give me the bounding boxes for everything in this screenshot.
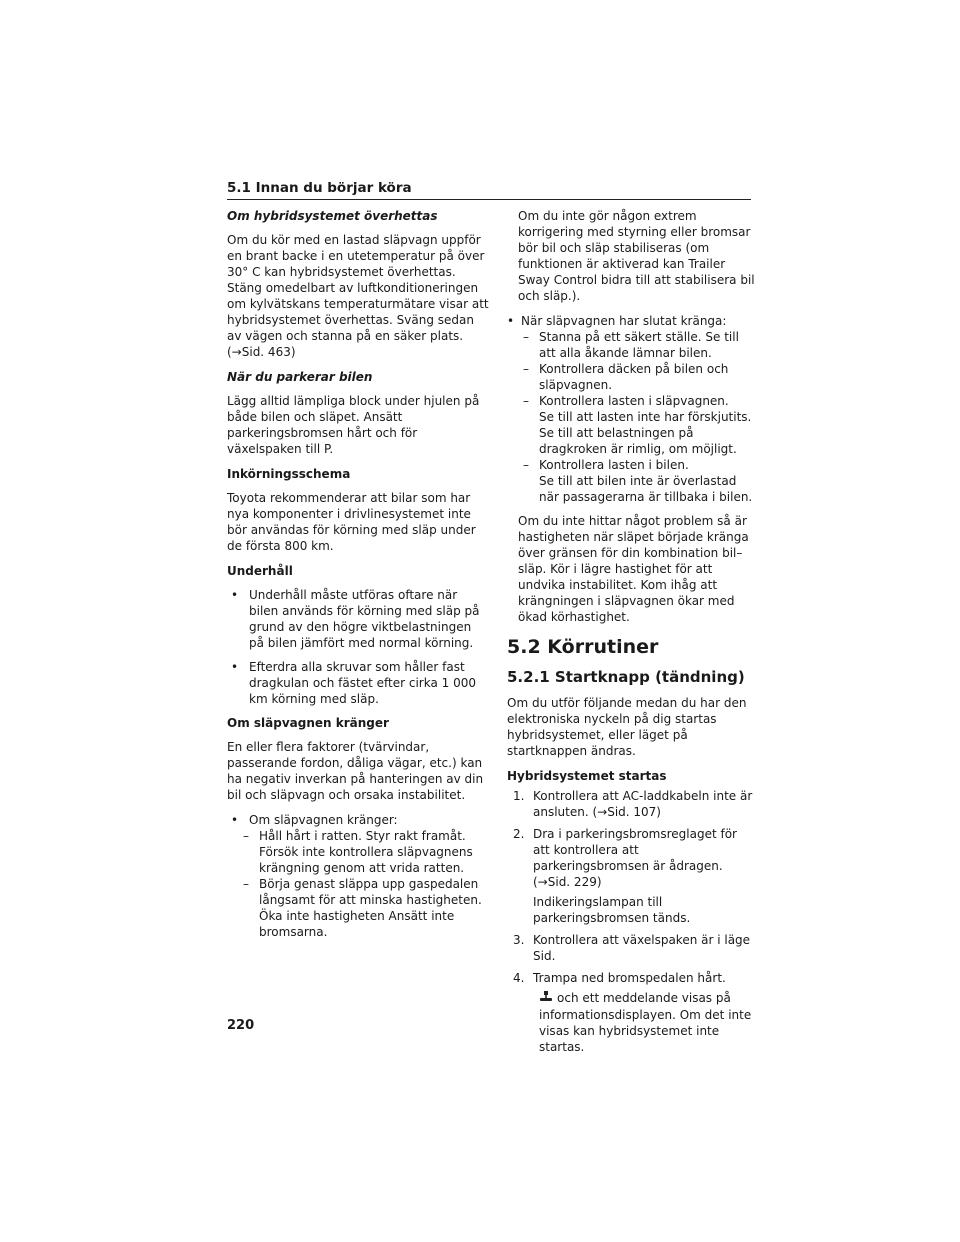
step-number: 3. (513, 933, 525, 947)
page-reference-463[interactable]: (→Sid. 463) (227, 345, 296, 359)
dash-item-text: Stanna på ett säkert ställe. Se till att alla åkande lämnar bilen. (539, 330, 739, 360)
page-number: 220 (227, 1018, 255, 1033)
dash-item (243, 828, 489, 876)
dash-icon: – (523, 394, 529, 408)
heading-start: Hybridsystemet startas (507, 769, 667, 783)
step-number: 1. (513, 789, 525, 803)
step-item (513, 932, 757, 964)
list-item-text: Efterdra alla skruvar som håller fast dragkulan och fästet efter cirka 1 000 km körning med släp. (249, 660, 476, 706)
step-subtext-text: och ett meddelande visas på informationsdisplayen. Om det inte visas kan hybridsystemet inte startas. (539, 991, 752, 1054)
list-item (227, 812, 489, 828)
dash-icon: – (523, 362, 529, 376)
heading-overheat: Om hybridsystemet överhettas (227, 209, 438, 223)
step-text: Trampa ned bromspedalen hårt. (533, 971, 726, 985)
brake-pedal-indicator-icon (539, 991, 553, 1007)
dash-item-text: Kontrollera lasten i bilen. (539, 458, 689, 472)
paragraph-breakin: Toyota rekommenderar att bilar som har nya komponenter i drivlinesystemet inte bör användas för körning med släp under de första 800 km. (227, 491, 476, 553)
dash-item (523, 329, 757, 361)
right-column (507, 208, 757, 1061)
dash-item-text: Börja genast släppa upp gaspedalen långsamt för att minska hastigheten. Öka inte hastigheten Ansätt inte bromsarna. (259, 877, 482, 939)
paragraph-no-problem: Om du inte hittar något problem så är hastigheten när släpet började kränga över gränsen för din kombination bil–släp. Kör i lägre hastighet för att undvika instabilitet. Kom ihåg att krängningen i släpvagnen ökar med ökad körhastighet. (518, 514, 749, 624)
heading-sway: Om släpvagnen kränger (227, 716, 389, 730)
heading-breakin: Inkörningsschema (227, 467, 351, 481)
paragraph-intro: Om du utför följande medan du har den elektroniska nyckeln på dig startas hybridsystemet, eller läget på startknappen ändras. (507, 696, 747, 758)
list-item (227, 659, 489, 707)
dash-item-detail: Se till att bilen inte är överlastad när passagerarna är tillbaka i bilen. (539, 474, 753, 504)
dash-item-detail: Se till att lasten inte har förskjutits. Se till att belastningen på dragkroken är rimlig, om möjligt. (539, 410, 752, 456)
paragraph-sway: En eller flera faktorer (tvärvindar, passerande fordon, dåliga vägar, etc.) kan ha negativ inverkan på hanteringen av din bil och släpvagn och orsaka instabilitet. (227, 740, 484, 802)
list-item (507, 313, 757, 329)
step-text: Kontrollera att växelspaken är i läge Sid. (533, 933, 751, 963)
heading-parking: När du parkerar bilen (227, 370, 373, 384)
dash-item-text: Kontrollera lasten i släpvagnen. (539, 394, 729, 408)
step-item (513, 826, 757, 926)
step-subtext (533, 990, 757, 1055)
dash-item-text: Kontrollera däcken på bilen och släpvagnen. (539, 362, 729, 392)
step-subtext: Indikeringslampan till parkeringsbromsen tänds. (533, 895, 691, 925)
dash-item (523, 393, 757, 457)
dash-icon: – (523, 330, 529, 344)
step-item (513, 970, 757, 1055)
paragraph-overheat (227, 232, 489, 344)
dash-icon: – (523, 458, 529, 472)
list-item-text: Om släpvagnen kränger: (249, 813, 398, 827)
paragraph-continuation: Om du inte gör någon extrem korrigering med styrning eller bromsar bör bil och släp stabiliseras (om funktionen är aktiverad kan Trailer Sway Control bidra till att stabilisera bil och släp.). (518, 209, 755, 303)
dash-icon: – (243, 829, 249, 843)
section-header: 5.1 Innan du börjar köra (227, 180, 751, 200)
steps-list (507, 788, 757, 1055)
list-item-text: Underhåll måste utföras oftare när bilen används för körning med släp på grund av den högre viktbelastningen på bilen jämfört med normal körning. (249, 588, 480, 650)
dash-item (523, 457, 757, 505)
bullet-icon: • (231, 813, 239, 827)
dash-item (243, 876, 489, 940)
paragraph-parking: Lägg alltid lämpliga block under hjulen på både bilen och släpet. Ansätt parkeringsbromsen hårt och för växelspaken till P. (227, 394, 480, 456)
step-number: 2. (513, 827, 525, 841)
step-item (513, 788, 757, 820)
bullet-icon: • (507, 314, 515, 328)
list-item-text: När släpvagnen har slutat kränga: (521, 314, 727, 328)
step-number: 4. (513, 971, 525, 985)
heading-subchapter: 5.2.1 Startknapp (tändning) (507, 668, 745, 686)
dash-list (227, 828, 489, 940)
paragraph-overheat-text: Om du kör med en lastad släpvagn uppför en brant backe i en utetemperatur på över 30° C kan hybridsystemet överhettas. Stäng omedelbart av luftkonditioneringen om kylvätskans temperaturmätare visar att hybridsystemet överhettas. Sväng sedan av vägen och stanna på en säker plats. (227, 233, 489, 343)
bullet-icon: • (231, 660, 239, 674)
step-text: Kontrollera att AC-laddkabeln inte är ansluten. (→Sid. 107) (533, 789, 753, 819)
left-column (227, 208, 489, 940)
heading-maintenance: Underhåll (227, 564, 293, 578)
heading-chapter: 5.2 Körrutiner (507, 636, 659, 658)
bullet-icon: • (231, 588, 239, 602)
list-item (227, 587, 489, 651)
step-text: Dra i parkeringsbromsreglaget för att kontrollera att parkeringsbromsen är ådragen. (→Sid. 229) (533, 827, 737, 889)
dash-item (523, 361, 757, 393)
dash-icon: – (243, 877, 249, 891)
dash-item-text: Håll hårt i ratten. Styr rakt framåt. Försök inte kontrollera släpvagnens krängning genom att vrida ratten. (259, 829, 473, 875)
dash-list (507, 329, 757, 505)
